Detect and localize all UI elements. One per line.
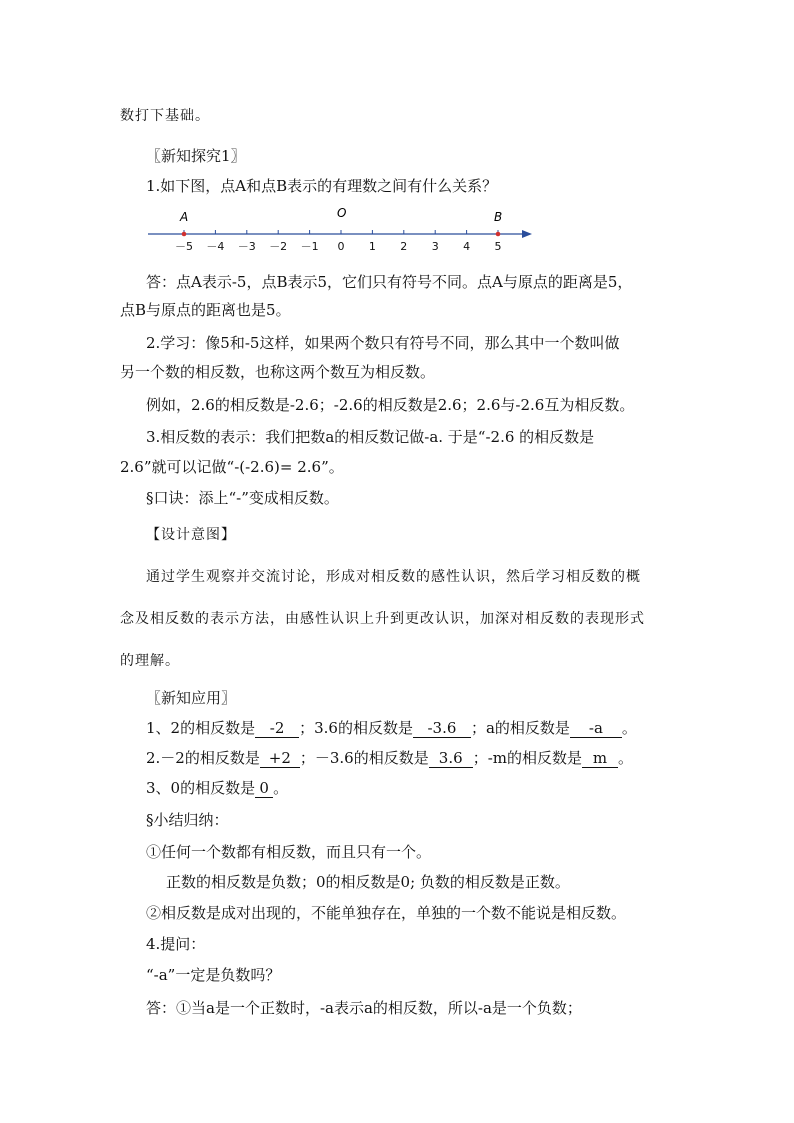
point-b-marker: [496, 232, 501, 237]
point-b-label: B: [494, 210, 503, 224]
tick-label: －5: [175, 240, 193, 253]
summary-point-1-detail: 正数的相反数是负数；0的相反数是0; 负数的相反数是正数。: [166, 873, 570, 891]
apply-row-3: [146, 778, 288, 798]
intro-tail: 数打下基础。: [120, 108, 210, 124]
row1-mid-2: ；a的相反数是: [470, 719, 570, 737]
notation-line-2: 2.6”就可以记做“-(-2.6)= 2.6”。: [120, 458, 344, 476]
row1-blank-1: -2: [255, 720, 299, 738]
tick-label: 3: [431, 240, 439, 253]
tick-label: 5: [494, 240, 502, 253]
point-a-marker: [182, 232, 187, 237]
row1-suffix: 。: [621, 719, 637, 737]
notation-line-1: 3.相反数的表示：我们把数a的相反数记做-a. 于是“-2.6 的相反数是: [146, 428, 595, 446]
learn-line-1: 2.学习：像5和-5这样，如果两个数只有符号不同，那么其中一个数叫做: [146, 334, 620, 352]
question-4-answer: 答：①当a是一个正数时，-a表示a的相反数，所以-a是一个负数；: [146, 999, 582, 1017]
number-line: [140, 203, 540, 257]
mnemonic-line: §口诀：添上“-”变成相反数。: [146, 489, 339, 507]
row2-mid-1: ；－3.6的相反数是: [299, 749, 429, 767]
row2-mid-2: ；-m的相反数是: [472, 749, 583, 767]
row2-blank-3: m: [582, 750, 618, 768]
row1-blank-2: -3.6: [413, 720, 471, 738]
row2-prefix: 2.－2的相反数是: [146, 749, 260, 767]
summary-point-2: ②相反数是成对出现的，不能单独存在，单独的一个数不能说是相反数。: [146, 904, 627, 922]
origin-label: O: [337, 206, 347, 220]
answer-1-line-1: 答：点A表示-5，点B表示5，它们只有符号不同。点A与原点的距离是5，: [146, 273, 633, 291]
apply-row-2: [146, 748, 633, 768]
row1-mid-1: ；3.6的相反数是: [299, 719, 413, 737]
design-line-3: 的理解。: [120, 653, 180, 669]
row2-blank-2: 3.6: [429, 750, 473, 768]
tick-label: －4: [206, 240, 225, 253]
row2-suffix: 。: [618, 749, 634, 767]
row3-suffix: 。: [273, 779, 289, 797]
design-title: 【设计意图】: [146, 527, 236, 543]
learn-line-2: 另一个数的相反数，也称这两个数互为相反数。: [120, 363, 436, 381]
summary-point-1: ①任何一个数都有相反数，而且只有一个。: [146, 843, 432, 861]
apply-row-1: [146, 718, 637, 738]
row1-prefix: 1、2的相反数是: [146, 719, 256, 737]
answer-1-line-2: 点B与原点的距离也是5。: [120, 301, 291, 319]
tick-label: 0: [337, 240, 345, 253]
summary-title: §小结归纳：: [146, 811, 229, 829]
section-title-apply: 〖新知应用〗: [146, 689, 237, 707]
tick-label: 4: [463, 240, 471, 253]
tick-label: 1: [368, 240, 376, 253]
question-1: 1.如下图，点A和点B表示的有理数之间有什么关系？: [146, 177, 498, 195]
row1-blank-3: -a: [570, 720, 622, 738]
question-4-text: “-a”一定是负数吗？: [146, 966, 281, 984]
example-line: 例如，2.6的相反数是-2.6；-2.6的相反数是2.6；2.6与-2.6互为相反数。: [146, 396, 635, 414]
row2-blank-1: +2: [260, 750, 300, 768]
section-title-explore: 〖新知探究1〗: [146, 147, 246, 165]
design-line-2: 念及相反数的表示方法，由感性认识上升到更改认识，加深对相反数的表现形式: [120, 611, 645, 627]
row3-prefix: 3、0的相反数是: [146, 779, 256, 797]
question-4: 4.提问：: [146, 935, 206, 953]
design-line-1: 通过学生观察并交流讨论，形成对相反数的感性认识，然后学习相反数的概: [146, 569, 641, 585]
tick-label: －3: [237, 240, 256, 253]
row3-blank-1: 0: [255, 780, 273, 798]
axis-arrow: [522, 230, 532, 238]
point-a-label: A: [180, 210, 189, 224]
tick-label: －2: [269, 240, 288, 253]
tick-label: －1: [300, 240, 319, 253]
tick-label: 2: [400, 240, 408, 253]
